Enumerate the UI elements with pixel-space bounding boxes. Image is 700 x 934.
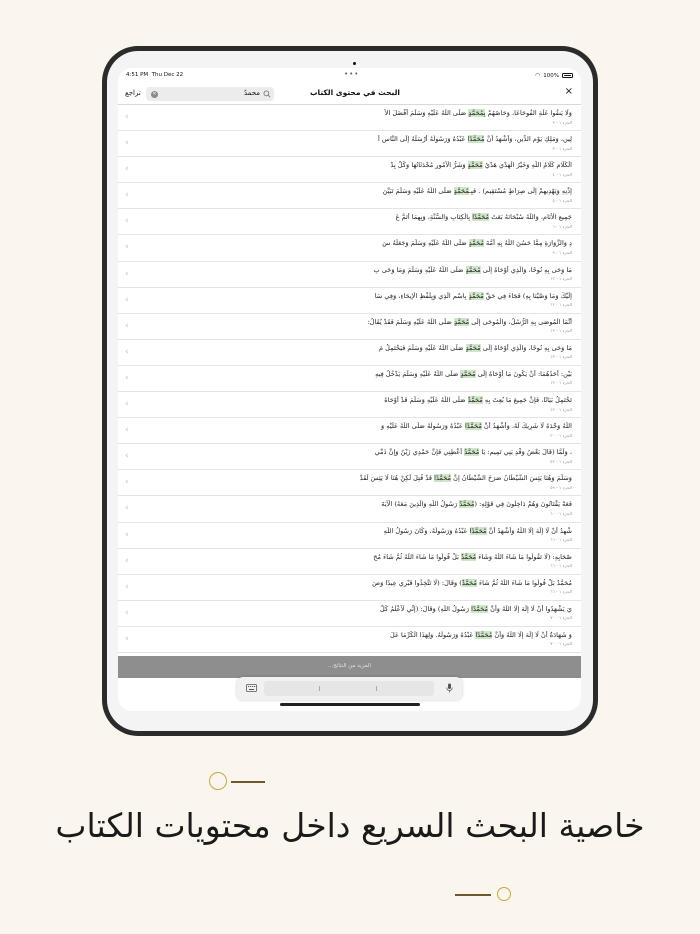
snippet-after: وَشَرُّ الْأُمُورِ مُحْدَثَاتُهَا وَكُلُّ بِدْ — [390, 161, 468, 170]
snippet-before: جَمِيعِ الْأَنَامِ، وَاللَّهُ سُبْحَانَهُ بَعَثَ — [489, 213, 572, 222]
search-match-highlight: مُحَمَّدٍ — [468, 291, 484, 300]
snippet-after: صَلَّى اللَّهُ عَلَيْهِ وَسَلَّمَ وَمَا وَحَى بِ — [373, 265, 466, 274]
snippet-after: صَلَّى اللَّهُ عَلَيْهِ وَسَلَّمَ فَيَحْتَمِلُ مَ — [378, 343, 466, 352]
chevron-left-icon: ‹ — [125, 320, 129, 331]
result-volume-page: الجزء ١ - ٤ — [552, 171, 572, 177]
result-volume-page: الجزء ١ - ٣ — [552, 145, 572, 151]
result-snippet — [172, 422, 572, 430]
search-match-highlight: مُحَمَّدًا — [471, 604, 489, 613]
snippet-after: صَلَّى اللَّهُ عَلَيْهِ وَسَلَّمَ أَفْضَلَ الأُ — [384, 109, 469, 117]
snippet-before: الْكَلَامِ كَلَامُ اللَّهِ وَخَيْرُ الْهَدْيِ هَدْيُ — [482, 161, 572, 170]
result-snippet — [172, 474, 572, 482]
result-row[interactable] — [118, 105, 581, 131]
chevron-left-icon: ‹ — [125, 503, 129, 514]
snippet-after: بِالْكِتَابِ وَالسُّنَّةِ، وَبِهِمَا أَتَمَّ عَ — [395, 213, 473, 222]
snippet-after: صَلَّى اللَّهُ عَلَيْهِ وَسَلَّمَ فَقَدْ يُقَالُ: — [367, 317, 455, 326]
result-row[interactable] — [118, 314, 581, 340]
front-camera — [353, 62, 356, 65]
snippet-after: عَبْدُهُ وَرَسُولُهُ، وَكَانَ رَسُولُ اللَّهِ — [383, 526, 470, 535]
snippet-after: قَدْ قُتِلَ لَكِنْ هُنَا لَا يَئِسَ لَقَدْ — [359, 474, 435, 483]
chevron-left-icon: ‹ — [125, 242, 129, 253]
result-row[interactable] — [118, 418, 581, 444]
snippet-before: صْحَابِهِ: (لَا تَقُولُوا مَا شَاءَ اللَّهُ وَشَاءَ — [476, 552, 572, 561]
result-snippet — [172, 161, 572, 169]
result-row[interactable] — [118, 340, 581, 366]
result-row[interactable] — [118, 523, 581, 549]
search-match-highlight: مُحَمَّدٍ — [465, 265, 481, 274]
search-results-list — [118, 105, 581, 653]
result-volume-page: الجزء ١ - ١٣ — [550, 328, 572, 334]
result-snippet — [172, 605, 572, 613]
result-row[interactable] — [118, 183, 581, 209]
result-volume-page: الجزء ١ - ١٢ — [550, 302, 572, 308]
search-match-highlight: مُحَمَّدٍ — [465, 343, 481, 352]
chevron-left-icon: ‹ — [125, 112, 129, 122]
chevron-left-icon: ‹ — [125, 425, 129, 436]
keyboard-shortcut-bar — [237, 677, 462, 700]
app-screen — [118, 68, 581, 711]
snippet-before: وَلَا يَنقُوا عَلَةِ الفُوحَاعَا، وَحَاصُهُمْ — [485, 109, 572, 117]
result-row[interactable] — [118, 444, 581, 470]
result-volume-page: الجزء ١ - ٣ — [552, 119, 572, 125]
chevron-left-icon: ‹ — [125, 607, 129, 618]
snippet-before: أَنَّمَا الْمُوصَى بِهِ الرُّسُلُ، وَالْمُوحَى إِلَى — [469, 317, 572, 326]
chevron-left-icon: ‹ — [125, 164, 129, 175]
chevron-left-icon: ‹ — [125, 399, 129, 410]
result-row[interactable] — [118, 601, 581, 627]
result-volume-page: الجزء ١ - ٦٦ — [550, 537, 572, 542]
result-row[interactable] — [118, 549, 581, 575]
chevron-left-icon: ‹ — [125, 268, 129, 279]
divider — [376, 686, 377, 691]
snippet-after: أَعْطِنِي فَإِنَّ حَمْدِي زَيْنٌ وَإِنَّ ذَمِّي — [374, 448, 465, 457]
snippet-before: يَ يَشْهَدُوا أَنْ لَا إِلَهَ إِلَّا اللَّهُ وَأَنَّ — [488, 604, 572, 613]
search-match-highlight: مُحَمَّدٍ — [454, 317, 470, 326]
result-row[interactable] — [118, 209, 581, 235]
search-match-highlight: مُحَمَّدًا — [467, 135, 485, 144]
result-row[interactable] — [118, 157, 581, 183]
search-match-highlight: مُحَمَّدٍ — [460, 369, 476, 378]
snippet-before: مُحَمَّدٌ بَلْ قُولُوا مَا شَاءَ اللَّهُ ثُمَّ شَاءَ — [476, 578, 572, 587]
cancel-button[interactable]: تراجع — [125, 89, 141, 97]
chevron-left-icon: ‹ — [125, 555, 129, 566]
divider — [319, 686, 320, 691]
snippet-after: عَبْدُهُ وَرَسُولُهُ صَلَّى اللَّهُ عَلَيْهِ وَ — [381, 422, 465, 431]
snippet-after: صَلَّى اللَّهُ عَلَيْهِ وَسَلَّمَ يَدْخُلُ فِيهِ — [375, 369, 461, 378]
search-query[interactable]: محمدً — [244, 89, 260, 97]
search-match-highlight: مُحَمَّدٌ — [467, 396, 483, 405]
snippet-before: ، وَلَمَّا (قَالَ بَعْضُ وَفْدِ بَنِي تَمِيمٍ: يَا — [479, 448, 572, 457]
result-snippet — [172, 344, 572, 352]
chevron-left-icon: ‹ — [125, 216, 129, 227]
snippet-before: اللَّهُ وَحْدَهُ لَا شَرِيكَ لَهُ، وَأَشْهَدُ أَنَّ — [481, 422, 572, 431]
snippet-after: رَسُولُ اللَّهِ وَالَّذِينَ مَعَهُ) الْآيَةَ — [381, 500, 460, 509]
result-snippet — [172, 187, 572, 195]
keyboard-icon[interactable] — [246, 684, 257, 692]
result-snippet — [172, 213, 572, 221]
result-volume-page: الجزء ١ - ١٣ — [550, 406, 572, 412]
result-snippet — [172, 239, 572, 247]
status-time: 4:51 PM Thu Dec 22 — [126, 72, 184, 78]
snippet-after: عَبْدُهُ وَرَسُولُهُ. وَلِهَذَا الْكُرِّمَا عَلَ — [389, 630, 476, 639]
snippet-after: صَلَّى اللَّهُ عَلَيْهِ وَسَلَّمَ قَدْ أَوْحَاهُ — [384, 396, 468, 405]
search-match-highlight: مُحَمَّدًا — [464, 422, 482, 431]
snippet-before: دِ وَالزَّوَارَةِ مِمَّا حَسُنَ اللَّهُ بِهِ أُمَّةَ — [483, 239, 572, 248]
search-match-highlight: مُحَمَّدٍ — [467, 161, 483, 170]
result-row[interactable] — [118, 366, 581, 392]
chevron-left-icon: ‹ — [125, 529, 129, 540]
search-match-highlight: مُحَمَّدًا — [434, 474, 452, 483]
decorative-circle-icon — [497, 887, 511, 901]
result-volume-page: الجزء ١ - ٢٠ — [550, 432, 572, 438]
search-match-highlight: مُحَمَّدًا — [475, 630, 493, 639]
result-volume-page: الجزء ١ - ٦٠ — [550, 510, 572, 516]
result-volume-page: الجزء ١ - ٥٩ — [550, 484, 572, 490]
snippet-after: بَلْ قُولُوا مَا شَاءَ اللَّهُ ثُمَّ شَاءَ مُحَ — [373, 552, 462, 561]
chevron-left-icon: ‹ — [125, 477, 129, 488]
result-row[interactable] — [118, 392, 581, 418]
result-snippet — [172, 500, 572, 508]
multitask-dots-icon[interactable]: ••• — [344, 70, 360, 78]
predictive-text-bar[interactable] — [264, 681, 434, 696]
snippet-before: بَيْنِ: أَحَدُهُمَا: أَنْ يَكُونَ مَا أَوْحَاهُ إِلَى — [475, 369, 572, 378]
more-results-button[interactable] — [118, 656, 581, 678]
result-volume-page: الجزء ١ - ٧٠ — [550, 641, 572, 647]
home-indicator[interactable] — [280, 703, 420, 706]
result-volume-page: الجزء ١ - ٦٦ — [550, 589, 572, 595]
status-bar — [118, 68, 581, 82]
result-snippet — [172, 370, 572, 378]
snippet-after: عَبْدُهُ وَرَسُولُهُ أَرْسَلَهُ إِلَى النَّاسِ أَ — [378, 135, 468, 144]
snippet-before: إِلَيْكَ وَمَا وَصَّيْنَا بِهِ) فَجَاءَ فِي حَقِّ — [483, 291, 572, 300]
snippet-before: إِذْنِهِ وَيَهْدِيهِمْ إِلَى صِرَاطٍ مُسْتَقِيمٍ) . فَبِـ — [469, 187, 572, 196]
decorative-circle-icon — [209, 772, 227, 790]
result-volume-page: الجزء ١ - ١٣ — [550, 354, 572, 360]
page-title: البحث في محتوى الكتاب — [310, 88, 400, 97]
result-row[interactable] — [118, 288, 581, 314]
search-match-highlight: بِمُحَمَّدٍ — [468, 109, 486, 117]
search-navbar — [118, 83, 581, 105]
snippet-before: مَا وَحَى بِهِ نُوحًا، وَالَّذِي أَوْحَاهُ إِلَى — [480, 265, 572, 274]
search-match-highlight: مُحَمَّدًا — [472, 213, 490, 222]
search-match-highlight: مُحَمَّدُ — [464, 448, 480, 457]
snippet-before: مَا وَحَى بِهِ نُوحًا، وَالَّذِي أَوْحَاهُ إِلَى — [480, 343, 572, 352]
result-volume-page: الجزء ١ - ١٢ — [550, 276, 572, 282]
chevron-left-icon: ‹ — [125, 451, 129, 462]
chevron-left-icon: ‹ — [125, 581, 129, 592]
result-snippet — [172, 135, 572, 143]
chevron-left-icon: ‹ — [125, 633, 129, 644]
snippet-after: رَسُولُ اللَّهِ) وَقَالَ: (إِنِّي لَأَعْلَمُ كُلَّ — [380, 604, 472, 613]
result-volume-page: الجزء ١ - ٩ — [552, 249, 572, 255]
snippet-after: ) وَقَالَ: (لَا تَتَّخِذُوا قَبْرِي عِيدًا وَصَ — [372, 578, 462, 587]
search-match-highlight: مُحَمَّدٌ — [461, 578, 477, 587]
search-match-highlight: مُحَمَّدًا — [469, 526, 487, 535]
snippet-before: شْهِدُ أَنْ لَا إِلَهَ إِلَّا اللَّهُ وَأَشْهَدُ أَنَّ — [486, 526, 572, 535]
result-snippet — [172, 448, 572, 456]
result-volume-page: الجزء ١ - ٦٦ — [550, 563, 572, 569]
chevron-left-icon: ‹ — [125, 190, 129, 201]
result-snippet — [172, 318, 572, 326]
snippet-before: وَسَلَّمَ وَهُنَا يَئِسَ الشَّيْطَانُ صَرَخَ الشَّيْطَانُ إِنَّ — [451, 474, 572, 483]
snippet-before: تَحْتَمِلُ بَيَانًا، فَإِنَّ جَمِيعَ مَا بُعِثَ بِهِ — [482, 396, 572, 405]
battery-percent: 100% — [543, 72, 559, 79]
decorative-line — [455, 894, 491, 896]
result-row[interactable] — [118, 575, 581, 601]
status-indicators — [535, 72, 573, 79]
search-match-highlight: مُحَمَّدٌ — [461, 552, 477, 561]
result-snippet — [172, 292, 572, 300]
promo-headline: خاصية البحث السريع داخل محتويات الكتاب — [55, 806, 645, 845]
close-button[interactable]: × — [564, 86, 573, 97]
result-row[interactable] — [118, 262, 581, 288]
result-row[interactable] — [118, 470, 581, 496]
snippet-before: وَ شَهَادَةُ أَنْ لَا إِلَهَ إِلَّا اللَّهُ وَأَنَّ — [492, 630, 572, 639]
search-icon — [263, 90, 271, 98]
result-volume-page: الجزء ١ - ٦ — [552, 223, 572, 229]
search-match-highlight: مُحَمَّدٍ — [468, 239, 484, 248]
chevron-left-icon: ‹ — [125, 372, 129, 383]
search-match-highlight: مُحَمَّدٍ — [453, 187, 470, 196]
result-snippet — [172, 527, 572, 535]
result-row[interactable] — [118, 627, 581, 653]
decorative-line — [231, 781, 265, 783]
chevron-left-icon: ‹ — [125, 346, 129, 357]
result-volume-page: الجزء ١ - ٥٢ — [550, 458, 572, 464]
snippet-before: لِينِ، وَمَلِكِ يَوْمِ الدِّينِ، وَأَشْهَدُ أَنَّ — [484, 135, 572, 144]
microphone-icon[interactable] — [446, 683, 453, 693]
chevron-left-icon: ‹ — [125, 138, 129, 149]
snippet-before: فَعَةً يَقْتَاتُونَ وَهُمْ دَاخِلُونَ فِي قَوْلِهِ: ( — [474, 500, 572, 509]
result-snippet — [172, 266, 572, 274]
clear-search-icon[interactable]: ✕ — [152, 90, 157, 97]
result-volume-page: الجزء ١ - ١٣ — [550, 380, 572, 386]
result-snippet — [172, 631, 572, 639]
result-row[interactable] — [118, 496, 581, 522]
search-match-highlight: مُحَمَّدٌ — [459, 500, 475, 509]
result-volume-page: الجزء ١ - ٧٠ — [550, 615, 572, 621]
snippet-after: بِاسْمِ الَّذِي وَبِلَفْظِ الْإِيحَاءِ، وَفِي سَا — [374, 291, 469, 300]
search-input[interactable] — [146, 87, 274, 101]
snippet-after: صَلَّى اللَّهُ عَلَيْهِ وَسَلَّمَ وَجَعَلَهُ سَ — [382, 239, 469, 248]
snippet-after: صَلَّى اللَّهُ عَلَيْهِ وَسَلَّمَ تَبَيَّنَ — [382, 187, 454, 196]
result-snippet — [172, 109, 572, 117]
result-snippet — [172, 579, 572, 587]
result-row[interactable] — [118, 131, 581, 157]
wifi-icon: ◠ — [535, 72, 541, 79]
chevron-left-icon: ‹ — [125, 294, 129, 305]
result-snippet — [172, 396, 572, 404]
result-row[interactable] — [118, 235, 581, 261]
result-snippet — [172, 553, 572, 561]
more-results-label: المزيد من النتائج... — [328, 663, 371, 669]
result-volume-page: الجزء ١ - ٥ — [552, 197, 572, 203]
battery-icon — [562, 73, 573, 78]
